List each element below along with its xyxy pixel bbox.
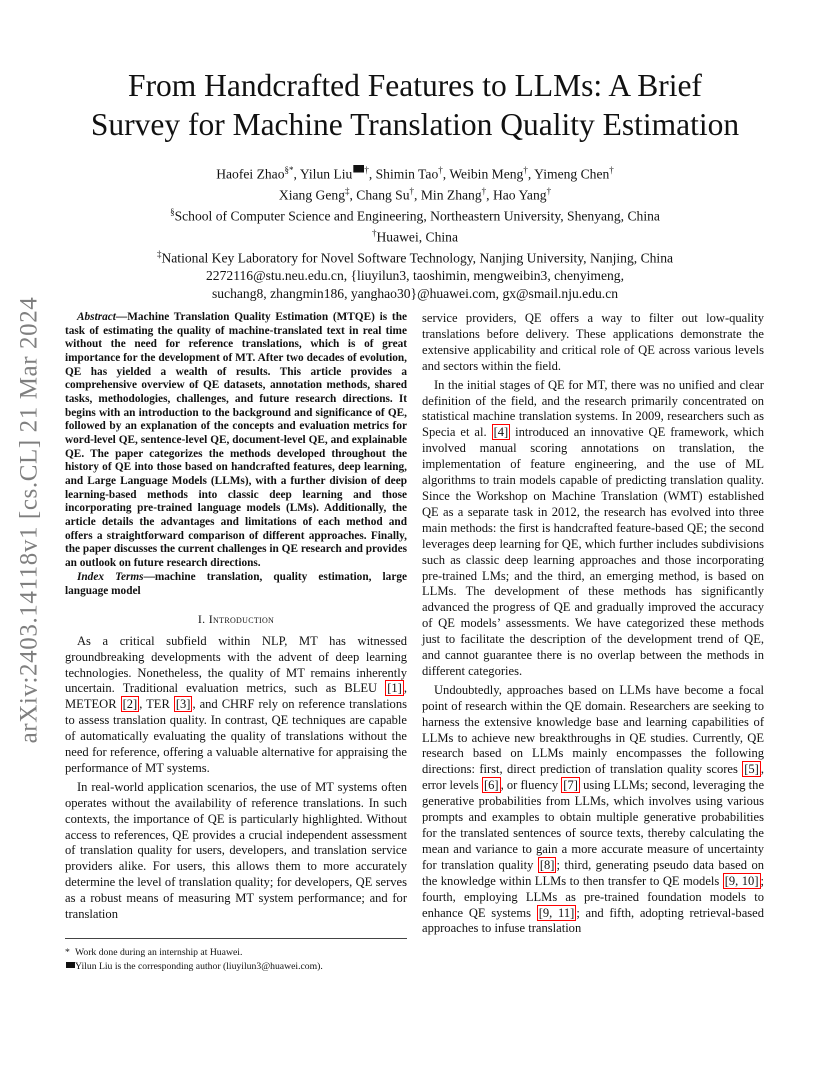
author-name: Hao Yang: [492, 187, 547, 203]
right-column: [422, 311, 764, 937]
title-line-1: From Handcrafted Features to LLMs: A Brief: [128, 68, 702, 103]
footnote-text: Yilun Liu is the corresponding author (liuyilun3@huawei.com).: [75, 961, 323, 972]
abstract: [65, 311, 407, 570]
text-run: , TER: [139, 697, 174, 712]
citation-link[interactable]: [7]: [563, 778, 578, 793]
abstract-text: —Machine Translation Quality Estimation (MTQE) is the task of estimating the quality of machine-translated text in real time without the need for reference translations, which is of great importance for the development of MT. After two decades of evolution, QE has yielded a wealth of results. This article provides a comprehensive overview of QE datasets, annotation methods, shared tasks, methodologies, challenges, and future research directions. It begins with an introduction to the background and significance of QE, followed by an explanation of the concepts and evaluation metrics for word-level QE, sentence-level QE, document-level QE, and explainable QE. The paper categorizes the methods developed throughout the history of QE into those based on handcrafted features, deep learning, and Large Language Models (LLMs), with a further division of deep learning-based methods into classic deep learning and those incorporating pre-trained language models (LMs). Additionally, the article details the advantages and limitations of each method and offers a straightforward comparison of different approaches. Finally, the paper discusses the current challenges in QE research and provides an outlook on future research directions.: [65, 311, 407, 569]
body-paragraph: In real-world application scenarios, the use of MT systems often operates without the availability of reference translations. In such contexts, the importance of QE is particularly highlighted. Without access to references, QE provides a crucial independent assessment of translation quality for users, developers, and translation service providers alike. For users, this allows them to more accurately determine the level of translation quality; for developers, QE serves as a robust means of measuring MT system performance; and for translation: [65, 779, 407, 922]
citation-link[interactable]: [9, 11]: [538, 905, 575, 920]
affil-mark: §: [170, 207, 175, 218]
affiliation-1: [70, 204, 760, 225]
affil-text: Huawei, China: [376, 229, 459, 245]
affiliation-2: [70, 225, 760, 246]
author-name: Haofei Zhao: [216, 166, 285, 182]
author-name: Weibin Meng: [449, 166, 524, 182]
index-terms-text: —machine translation, quality estimation, large language model: [65, 571, 407, 598]
title-line-2: Survey for Machine Translation Quality Estimation: [90, 107, 740, 142]
affil-mark: ‡: [156, 249, 162, 260]
author-name: Min Zhang: [420, 187, 482, 203]
footnote-1: [65, 946, 407, 960]
text-run: ; third, generating pseudo data based on the knowledge within LLMs to then transfer to QE models: [422, 857, 764, 888]
author-affil-mark: †: [364, 165, 369, 175]
affiliation-3: [70, 246, 760, 267]
citation-link[interactable]: [2]: [122, 697, 138, 712]
author-affil-mark: †: [481, 186, 487, 197]
author-affil-mark: ‡: [345, 186, 350, 197]
author-affil-mark: †: [438, 165, 443, 175]
section-heading: [65, 612, 407, 628]
citation-link[interactable]: [8]: [539, 857, 555, 872]
text-run: , and CHRF rely on reference translations to assess translation quality. In contrast, QE techniques are capable of automatically evaluating the quality of translations without the need for reference, offering a valuable alternative for appraising the performance of MT systems.: [65, 697, 407, 775]
body-paragraph: [422, 683, 764, 938]
email-line-2: suchang8, zhangmin186, yanghao30}@huawei.com, gx@smail.nju.edu.cn: [211, 285, 619, 301]
paper-title: [70, 66, 760, 144]
text-run: , or fluency: [500, 778, 562, 793]
footnote-text: Work done during an internship at Huawei.: [75, 947, 243, 958]
author-line-2: Xiang Geng‡, Chang Su†, Min Zhang†, Hao Yang†: [278, 186, 552, 203]
citation-link[interactable]: [5]: [744, 762, 759, 777]
footnote-2: [65, 960, 407, 974]
section-number: I.: [197, 611, 209, 626]
author-affil-mark: †: [409, 186, 415, 197]
citation-link[interactable]: [9, 10]: [724, 873, 759, 888]
body-paragraph: service providers, QE offers a way to filter out low-quality translations before delivery. These applications demonstrate the extensive applicability and critical role of QE across various levels and sectors within the field.: [422, 311, 764, 373]
author-affil-mark: †: [609, 165, 614, 175]
author-name: Chang Su: [356, 187, 410, 203]
citation-link[interactable]: [6]: [483, 778, 499, 793]
text-run: As a critical subfield within NLP, MT has witnessed groundbreaking developments with the advent of deep learning technologies. Nonetheless, the quality of MT remains inherently uncertain. Traditional evaluation metrics, such as BLEU: [65, 633, 407, 696]
abstract-label: Abstract: [77, 311, 116, 323]
citation-link[interactable]: [1]: [387, 681, 402, 696]
author-name: Yilun Liu: [299, 166, 353, 182]
text-run: In the initial stages of QE for MT, there was no unified and clear definition of the field, and the research primarily concentrated on statistical machine translation systems. In 2009, researchers such as Specia et al.: [422, 377, 764, 440]
text-run: introduced an innovative QE framework, which involved manual scoring annotations on translation, the implementation of feature engineering, and the use of ML algorithms to train models capable of predicting translation quality. Since the Workshop on Machine Translation (WMT) established QE as a separate task in 2012, the research has evolved into three main methods: the first is handcrafted feature-based QE; the second leverages deep learning for QE, which further includes subdivisions such as classic deep learning approaches and those incorporating pre-trained LMs; and the third, an emerging method, is based on LLMs. The development of these methods has significantly advanced the progress of QE and gradually improved the accuracy of QE models’ assessments. We have categorized these methods just to facilitate the description of the development trend of QE, and cannot guarantee there is no overlap between the methods in different categories.: [422, 425, 764, 678]
text-run: ; and fifth, adopting retrieval-based approaches to infuse translation: [422, 905, 764, 936]
arxiv-sidebar-stamp: [14, 285, 44, 755]
footnote-mark: *: [65, 947, 70, 958]
text-run: , METEOR: [65, 681, 407, 712]
email-line-1: 2272116@stu.neu.edu.cn, {liuyilun3, taoshimin, mengweibin3, chenyimeng,: [206, 268, 624, 284]
footnotes: [65, 938, 407, 974]
author-line-1: Haofei Zhao§*, Yilun Liu †, Shimin Tao†, Weibin Meng†, Yimeng Chen†: [216, 165, 614, 182]
affil-mark: †: [371, 228, 377, 239]
arxiv-id: arXiv:2403.14118v1 [cs.CL] 21 Mar 2024: [15, 296, 42, 744]
section-title: Introduction: [208, 611, 275, 626]
author-name: Yimeng Chen: [534, 166, 610, 182]
author-name: Xiang Geng: [278, 187, 345, 203]
author-block: [70, 162, 760, 302]
left-column: [65, 311, 407, 923]
author-affil-mark: †: [523, 165, 528, 175]
text-run: using LLMs; second, leveraging the generative probabilities from LLMs, which involves using various prompts and examples to obtain multiple generative probabilities for the translated sentences of source texts, thereby calculating the mean and variance to gain a more accurate measure of uncertainty for translation quality: [422, 778, 765, 872]
author-affil-mark: †: [546, 186, 552, 197]
author-name: Shimin Tao: [375, 166, 439, 182]
text-run: , error levels: [422, 762, 764, 793]
envelope-icon: [353, 165, 364, 173]
text-run: ; fourth, employing LLMs as pre-trained foundation models to enhance QE systems: [422, 873, 764, 920]
envelope-icon: [65, 960, 75, 974]
index-terms: [65, 571, 407, 598]
body-paragraph: [422, 378, 764, 680]
citation-link[interactable]: [4]: [493, 425, 509, 440]
citation-link[interactable]: [3]: [175, 697, 191, 712]
author-affil-mark: §*: [284, 165, 294, 175]
affil-text: National Key Laboratory for Novel Software Technology, Nanjing University, Nanjing, China: [161, 250, 674, 266]
body-paragraph: [65, 634, 407, 777]
text-run: Undoubtedly, approaches based on LLMs have become a focal point of research within the QE domain. Researchers are seeking to harness the extensive knowledge base and learning capabilities of LLMs to achieve new breakthroughs in QE studies. Currently, QE research based on LLMs mainly encompasses the following directions: first, direct prediction of translation quality scores: [422, 682, 764, 777]
index-terms-label: Index Terms: [77, 571, 144, 584]
affil-text: School of Computer Science and Engineering, Northeastern University, Shenyang, China: [174, 208, 660, 224]
